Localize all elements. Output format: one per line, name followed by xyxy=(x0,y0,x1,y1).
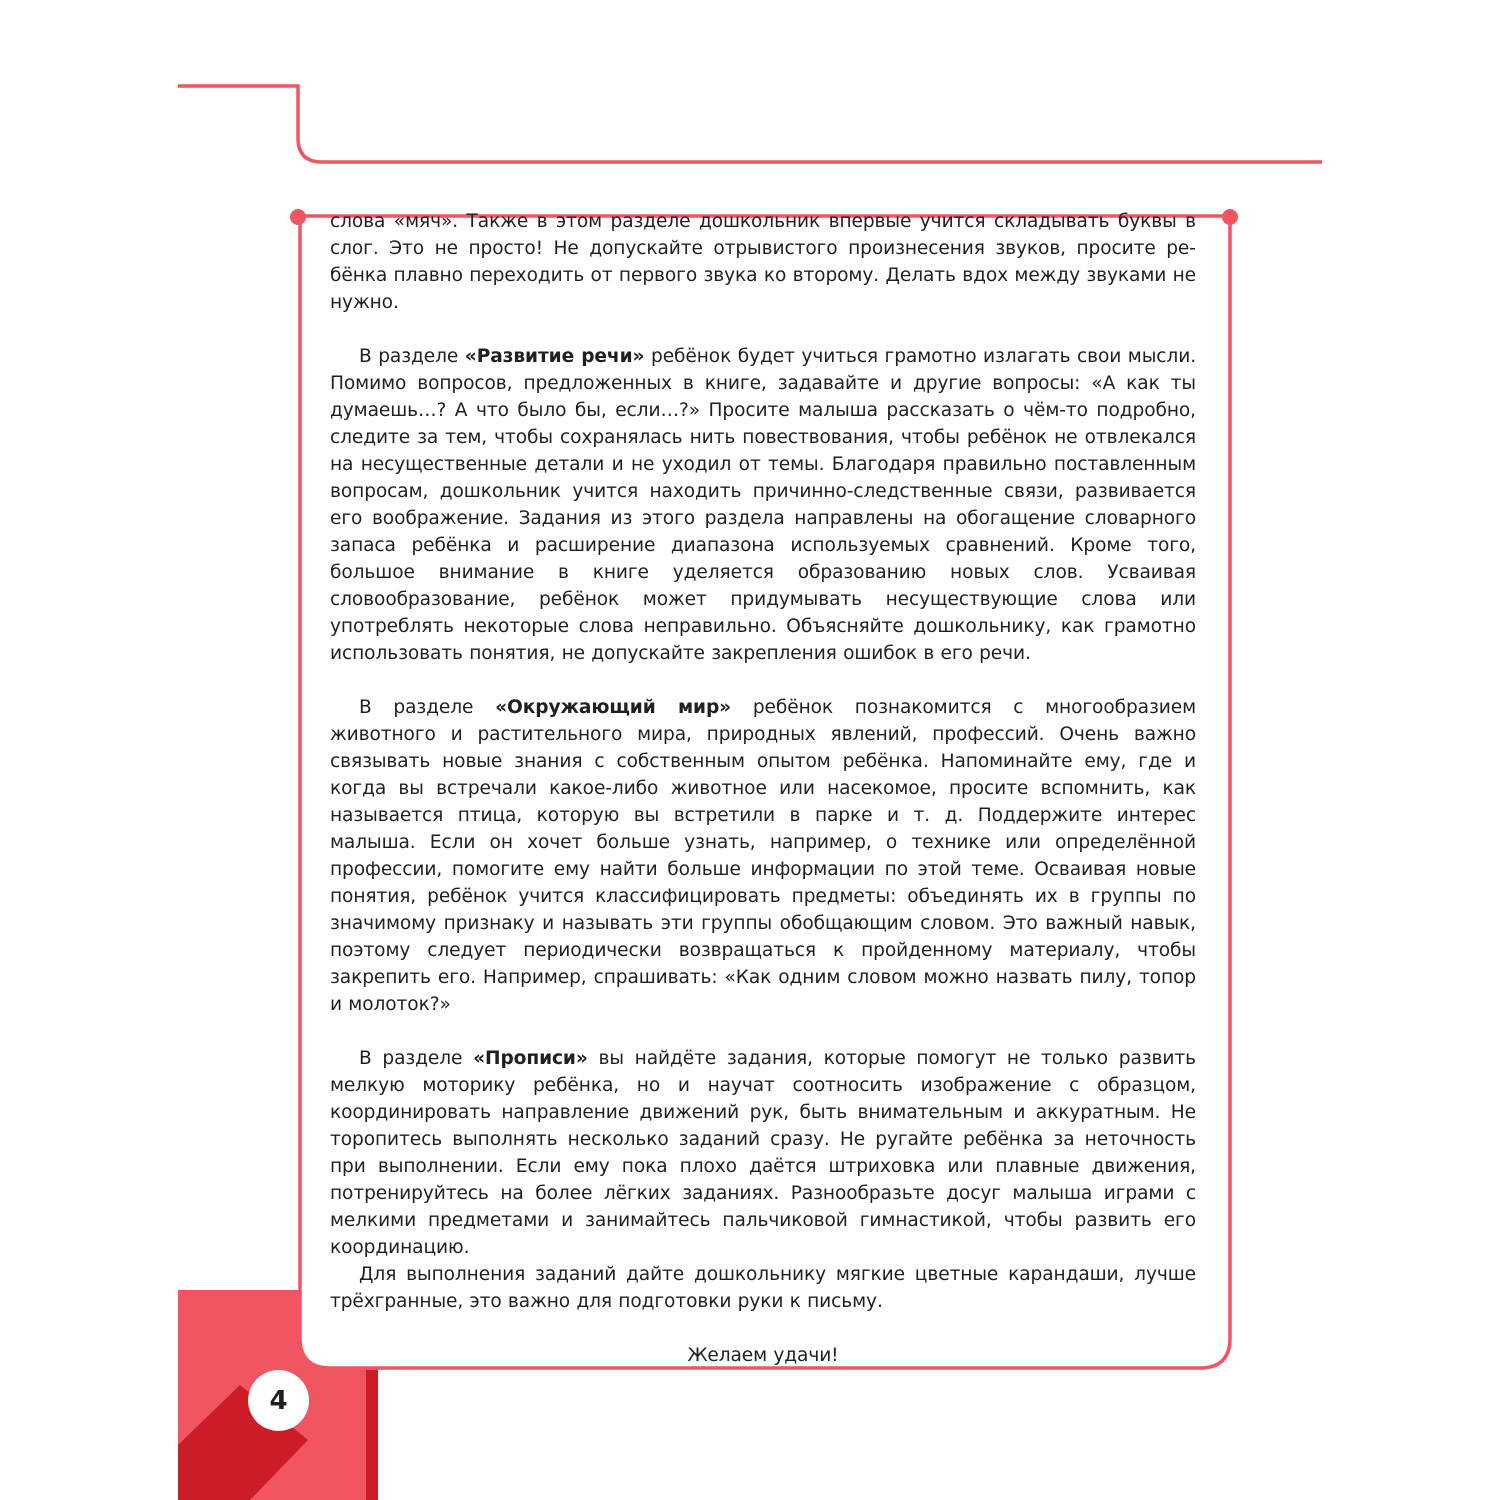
paragraph-5: Для выполнения заданий дайте дошкольнику мягкие цветные карандаши, лучше трёхгранные, это важно для подготовки руки к письму. xyxy=(330,1264,1196,1312)
page-number: 4 xyxy=(248,1370,309,1431)
body-text xyxy=(330,208,1196,1369)
closing-wish: Желаем удачи! xyxy=(687,1345,839,1366)
top-rule xyxy=(178,86,1322,162)
section-name-writing: «Прописи» xyxy=(473,1048,588,1069)
section-name-speech: «Развитие речи» xyxy=(464,346,645,367)
corner-dark-edge xyxy=(366,1370,378,1500)
paragraph-2: В разделе «Развитие речи» ребёнок будет учиться грамотно излагать свои мысли. Помимо вопросов, предложенных в книге, задавайте и другие вопросы: «А как ты думаешь…? А что было бы, если…?» Просите малыша рассказать о чём-то подробно, следите за тем, чтобы сохранялась нить повествования, чтобы ребёнок не отвлекался на несущественные детали и не уходил от темы. Благодаря правильно поставленным вопросам, дошкольник учится находить причинно-следственные связи, развивается его воображение. Задания из этого раздела направлены на обогащение словарного запаса ребёнка и расширение диапазона используемых сравнений. Кроме того, большое внимание в книге уделяется образованию новых слов. Усваивая словообразование, ребёнок может придумывать несуществующие слова или употреблять некоторые слова неправильно. Объясняйте дошкольнику, как грамотно использовать понятия, не допускайте закрепления ошибок в его речи. xyxy=(330,346,1197,664)
paragraph-4: В разделе «Прописи» вы найдёте задания, которые помогут не только развить мелкую моторику ребёнка, но и научат соотносить изображение с образцом, координировать направление движений рук, быть внимательным и аккуратным. Не торопитесь выполнять несколько заданий сразу. Не ругайте ребёнка за неточность при выполнении. Если ему пока плохо даётся штриховка или плавные движения, потренируйтесь на более лёгких заданиях. Разнообразьте досуг малыша играми с мелкими предметами и занимайтесь пальчиковой гимнастикой, чтобы развить его координацию. xyxy=(330,1048,1196,1258)
section-name-world: «Окружающий мир» xyxy=(495,697,732,718)
right-dot xyxy=(1222,209,1238,225)
left-dot xyxy=(290,209,306,225)
paragraph-1: слова «мяч». Также в этом разделе дошкольник впервые учится складывать буквы в слог. Это не просто! Не допускайте отрывистого произнесения звуков, просите ребёнка плавно переходить от первого звука ко второму. Делать вдох между звуками не нужно. xyxy=(330,211,1196,313)
paragraph-3: В разделе «Окружающий мир» ребёнок познакомится с многообразием животного и растительного мира, природных явлений, профессий. Очень важно связывать новые знания с собственным опытом ребёнка. Напоминайте ему, где и когда вы встречали какое-либо животное или насекомое, просите вспомнить, как называется птица, которую вы встретили в парке и т. д. Поддержите интерес малыша. Если он хочет больше узнать, например, о технике или определённой профессии, помогите ему найти больше информации по этой теме. Осваивая новые понятия, ребёнок учится классифицировать предметы: объединять их в группы по значимому признаку и называть эти группы обобщающим словом. Это важный навык, поэтому следует периодически возвращаться к пройденному материалу, чтобы закрепить его. Например, спрашивать: «Как одним словом можно назвать пилу, топор и молоток?» xyxy=(330,697,1197,1015)
